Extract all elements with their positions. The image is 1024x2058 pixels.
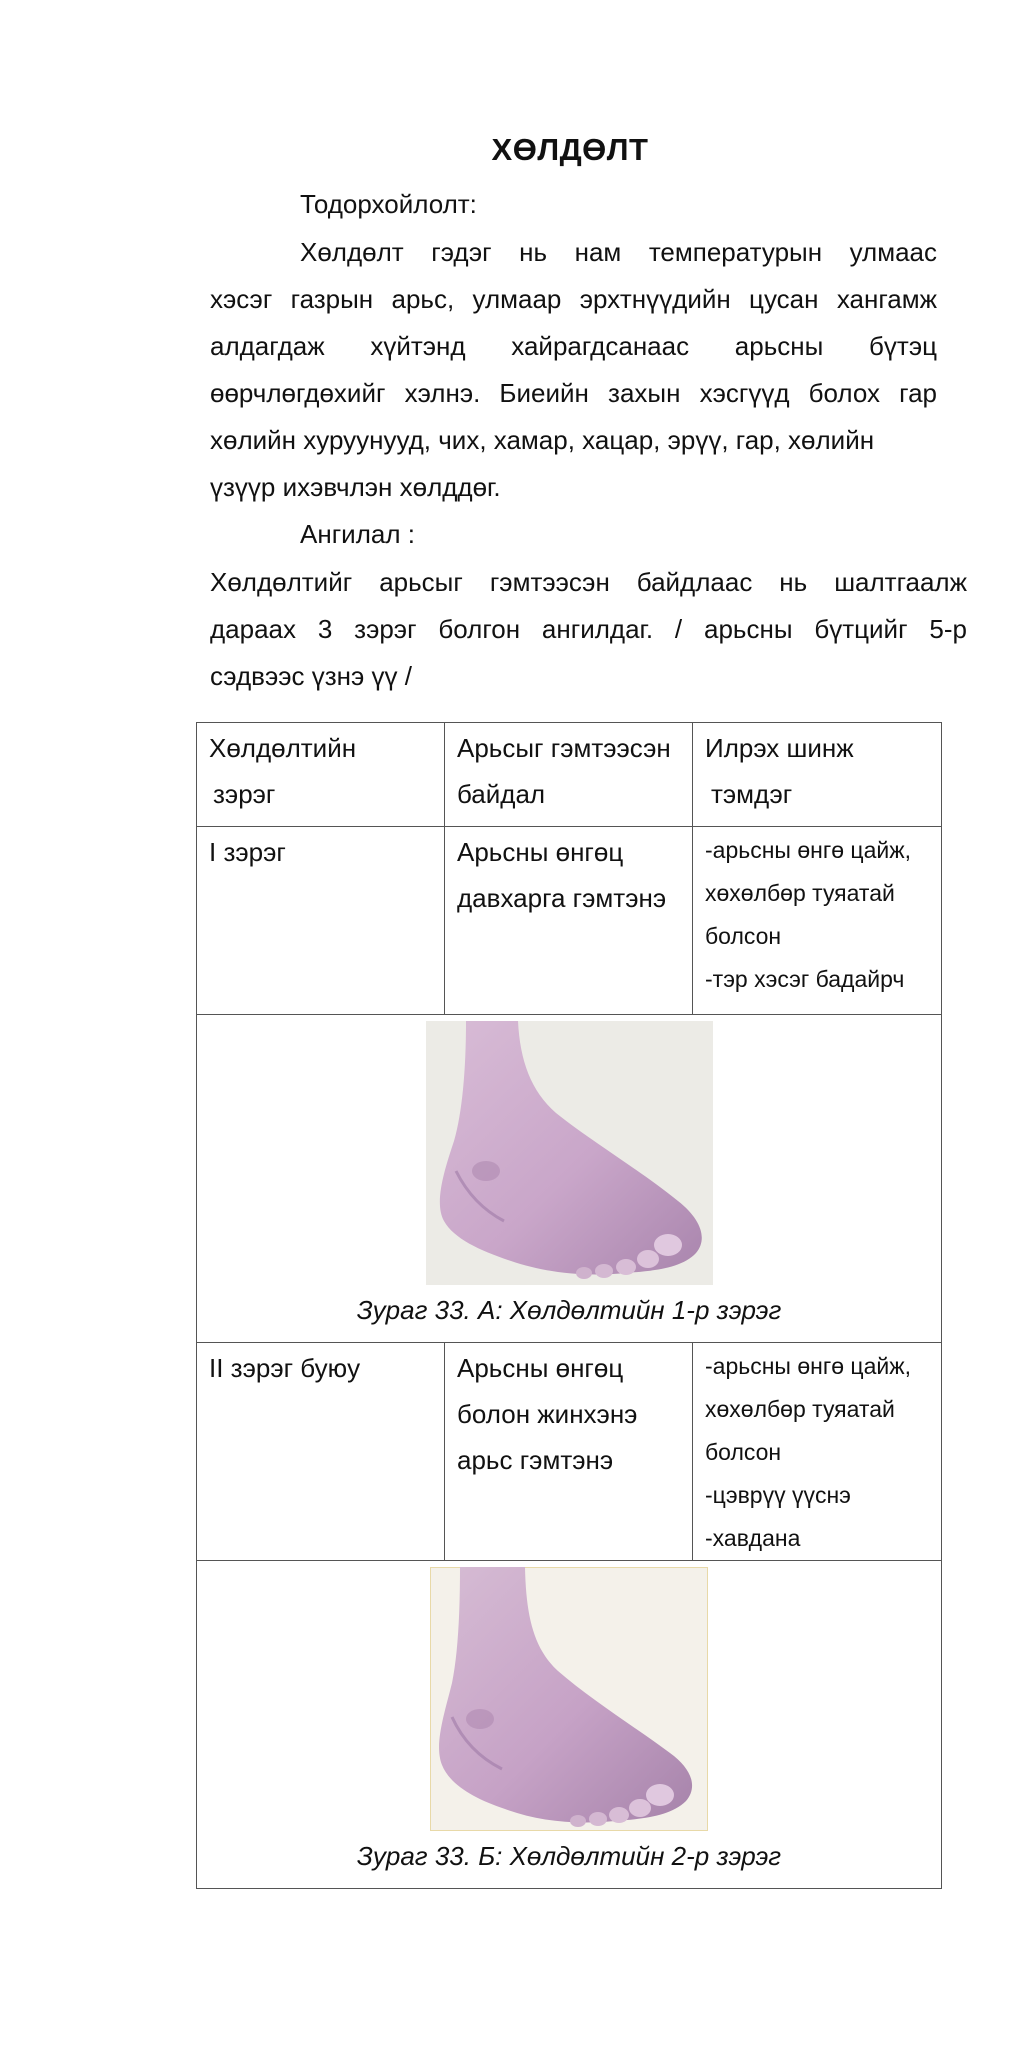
foot-illustration-icon — [426, 1021, 713, 1285]
row1-signs-line-1: -арьсны өнгө цайж, — [705, 837, 912, 863]
figure-b-caption: Зураг 33. Б: Хөлдөлтийн 2-р зэрэг — [356, 1841, 782, 1871]
header-signs-line-1: Илрэх шинж — [705, 733, 854, 763]
row2-damage-line-1: Арьсны өнгөц — [457, 1353, 624, 1383]
table-header-row — [197, 723, 942, 827]
row2-signs-line-1: -арьсны өнгө цайж, — [705, 1353, 912, 1379]
definition-line-2: хэсэг газрын арьс, улмаар эрхтнүүдийн цусан хангамж — [210, 284, 937, 314]
header-degree-line-2: зэрэг — [213, 779, 276, 809]
classification-heading: Ангилал : — [300, 519, 415, 549]
classification-line-3: сэдвээс үзнэ үү / — [210, 661, 412, 691]
figure-row-a — [197, 1015, 942, 1343]
classification-line-1: Хөлдөлтийг арьсыг гэмтээсэн байдлаас нь шалтгаалж — [210, 567, 967, 597]
foot-illustration-icon — [430, 1567, 708, 1831]
definition-line-1: Хөлдөлт гэдэг нь нам температурын улмаас — [300, 237, 937, 267]
header-degree-line-1: Хөлдөлтийн — [209, 733, 357, 763]
row1-damage-line-2: давхарга гэмтэнэ — [457, 883, 667, 913]
row1-degree-text: I зэрэг — [209, 837, 286, 867]
row2-damage — [445, 1343, 693, 1561]
header-damage — [445, 723, 693, 827]
row2-signs-line-4: -цэврүү үүснэ — [705, 1482, 851, 1508]
definition-heading: Тодорхойлолт: — [300, 189, 477, 219]
row1-signs — [693, 827, 942, 1015]
row2-signs-line-5: -хавдана — [705, 1525, 801, 1551]
definition-line-5: хөлийн хуруунууд, чих, хамар, хацар, эрүү, гар, хөлийн — [210, 425, 875, 455]
header-signs — [693, 723, 942, 827]
figure-b-cell — [197, 1561, 942, 1889]
header-degree — [197, 723, 445, 827]
classification-line-2: дараах 3 зэрэг болгон ангилдаг. / арьсны бүтцийг 5-р — [210, 614, 967, 644]
row1-damage-line-1: Арьсны өнгөц — [457, 837, 624, 867]
row2-degree — [197, 1343, 445, 1561]
row1-degree — [197, 827, 445, 1015]
header-damage-line-2: байдал — [457, 779, 546, 809]
row1-signs-line-4: -тэр хэсэг бадайрч — [705, 966, 905, 992]
header-damage-line-1: Арьсыг гэмтээсэн — [457, 733, 671, 763]
row2-damage-line-2: болон жинхэнэ — [457, 1399, 638, 1429]
row1-damage — [445, 827, 693, 1015]
row2-signs-line-3: болсон — [705, 1439, 782, 1465]
row2-signs — [693, 1343, 942, 1561]
figure-a-cell — [197, 1015, 942, 1343]
row1-signs-line-3: болсон — [705, 923, 782, 949]
table-row — [197, 827, 942, 1015]
figure-row-b — [197, 1561, 942, 1889]
frostbite-degree-table — [196, 722, 942, 1889]
definition-line-4: өөрчлөгдөхийг хэлнэ. Биеийн захын хэсгүүд болох гар — [210, 378, 937, 408]
header-signs-line-2: тэмдэг — [711, 779, 793, 809]
table-row — [197, 1343, 942, 1561]
row2-signs-line-2: хөхөлбөр туяатай — [705, 1396, 895, 1422]
row2-degree-text: II зэрэг буюу — [209, 1353, 361, 1383]
row1-signs-line-2: хөхөлбөр туяатай — [705, 880, 895, 906]
figure-a-caption: Зураг 33. А: Хөлдөлтийн 1-р зэрэг — [356, 1295, 782, 1325]
row2-damage-line-3: арьс гэмтэнэ — [457, 1445, 614, 1475]
page-title: ХӨЛДӨЛТ — [491, 132, 649, 167]
definition-line-6: үзүүр ихэвчлэн хөлддөг. — [210, 472, 501, 502]
definition-line-3: алдагдаж хүйтэнд хайрагдсанаас арьсны бүтэц — [210, 331, 937, 361]
